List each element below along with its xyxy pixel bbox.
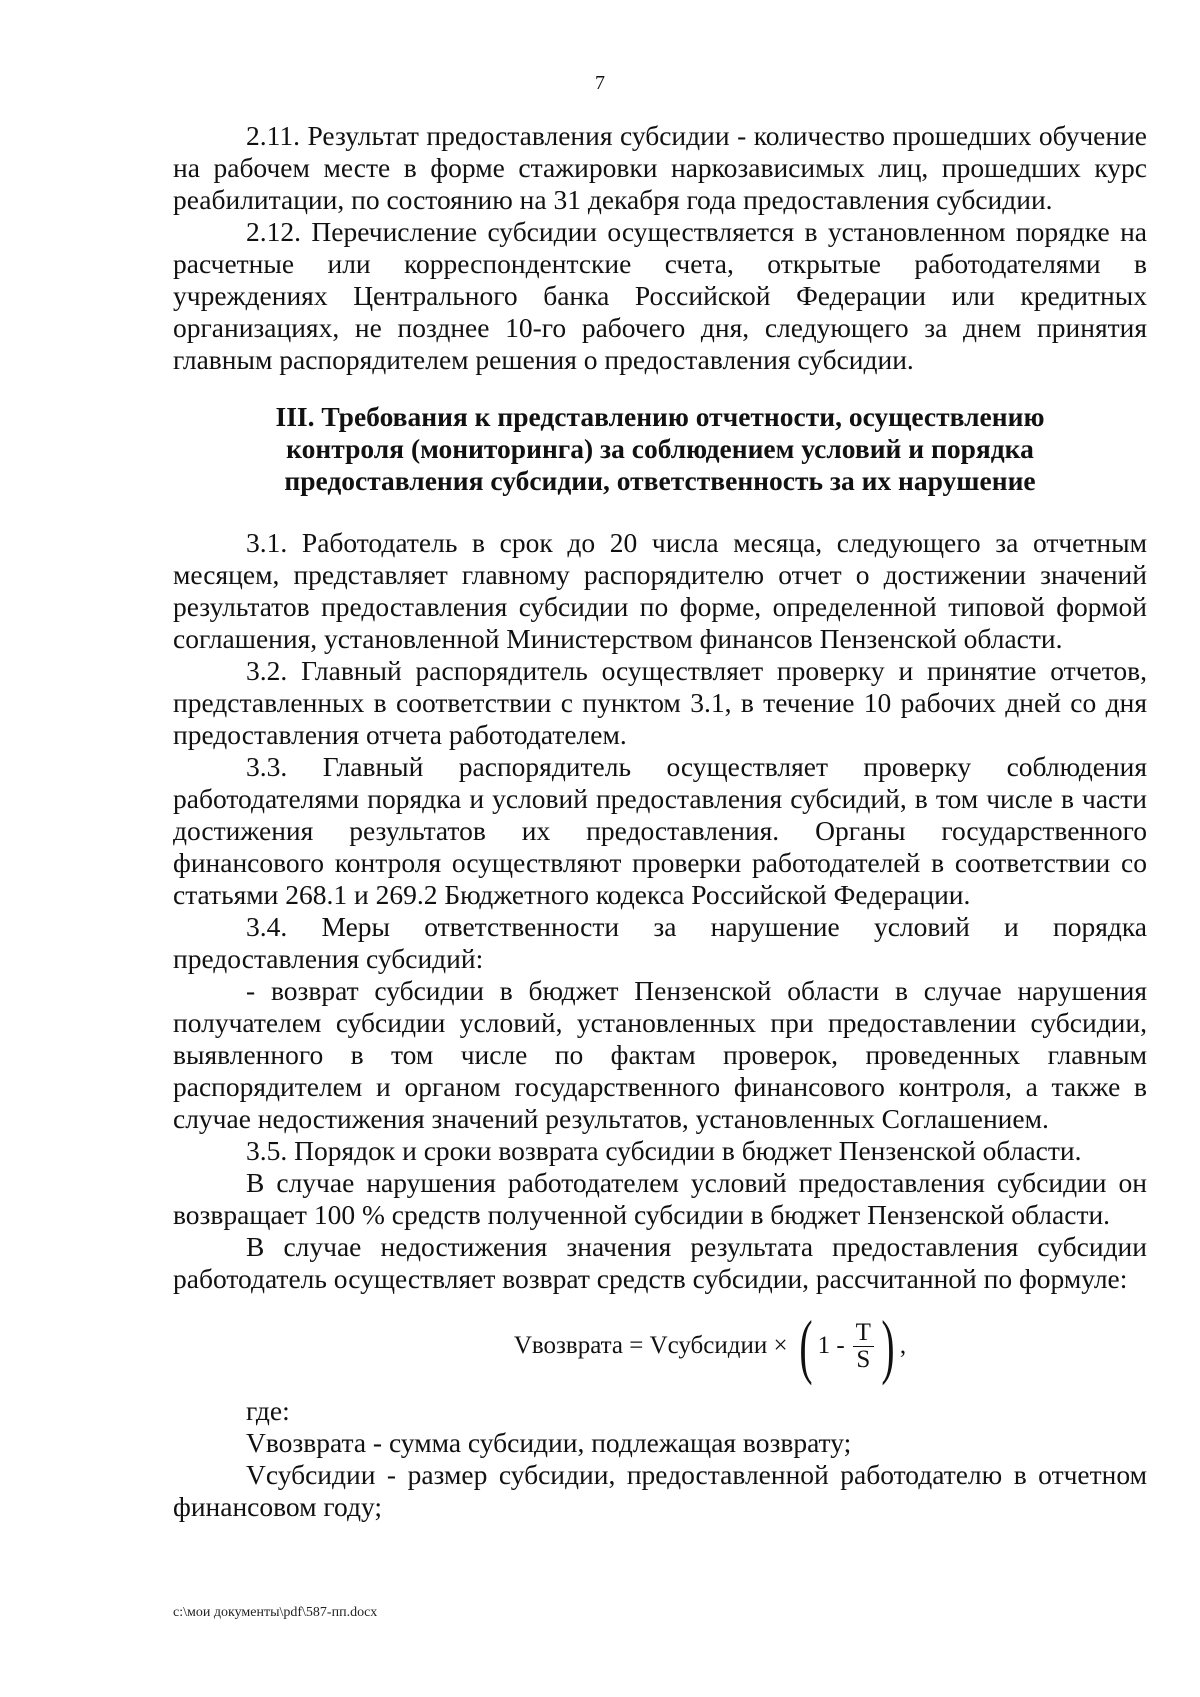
paragraph-where: где: — [246, 1395, 290, 1426]
page-number: 7 — [595, 72, 605, 94]
paragraph-v-subsidy: Vсубсидии - размер субсидии, предоставленной работодателю в отчетном финансовом году; — [173, 1459, 1147, 1522]
paragraph-formula-intro: В случае недостижения значения результата предоставления субсидии работодатель осуществляет возврат средств субсидии, рассчитанной по формуле: — [173, 1231, 1147, 1294]
document-body — [173, 120, 1147, 1523]
formula-denominator: S — [856, 1345, 871, 1373]
paragraph-violation: В случае нарушения работодателем условий предоставления субсидии он возвращает 100 % средств полученной субсидии в бюджет Пензенской области. — [173, 1167, 1147, 1230]
formula-fraction — [853, 1320, 874, 1373]
paragraph-2-11: 2.11. Результат предоставления субсидии - количество прошедших обучение на рабочем месте в форме стажировки наркозависимых лиц, прошедших курс реабилитации, по состоянию на 31 декабря года предоставления субсидии. — [173, 120, 1147, 215]
heading-line: III. Требования к представлению отчетности, осуществлению — [275, 401, 1045, 432]
heading-line: контроля (мониторинга) за соблюдением условий и порядка — [286, 433, 1034, 464]
paragraph-v-refund: Vвозврата - сумма субсидии, подлежащая возврату; — [246, 1427, 852, 1458]
formula-one-minus: 1 - — [817, 1332, 845, 1359]
paragraph-3-4: 3.4. Меры ответственности за нарушение условий и порядка предоставления субсидий: — [173, 911, 1147, 974]
paragraph-2-12: 2.12. Перечисление субсидии осуществляется в установленном порядке на расчетные или корреспондентские счета, открытые работодателями в учреждениях Центрального банка Российской Федерации или кредитных организациях, не позднее 10-го рабочего дня, следующего за днем принятия главным распорядителем решения о предоставления субсидии. — [173, 216, 1147, 375]
formula-lhs: Vвозврата = Vсубсидии × — [513, 1332, 788, 1359]
paragraph-3-1: 3.1. Работодатель в срок до 20 числа месяца, следующего за отчетным месяцем, представляет главному распорядителю отчет о достижении значений результатов предоставления субсидии по форме, определенной типовой формой соглашения, установленной Министерством финансов Пензенской области. — [173, 527, 1147, 654]
formula-close-paren: ) — [881, 1306, 895, 1386]
paragraph-3-4-item: - возврат субсидии в бюджет Пензенской области в случае нарушения получателем субсидии условий, установленных при предоставлении субсидии, выявленного в том числе по фактам проверок, проведенных главным распорядителем и органом государственного финансового контроля, а также в случае недостижения значений результатов, установленных Соглашением. — [173, 975, 1147, 1134]
refund-formula — [173, 1303, 1147, 1389]
paragraph-3-5: 3.5. Порядок и сроки возврата субсидии в бюджет Пензенской области. — [246, 1135, 1082, 1166]
section-heading — [173, 401, 1147, 497]
paragraph-3-3: 3.3. Главный распорядитель осуществляет проверку соблюдения работодателями порядка и условий предоставления субсидий, в том числе в части достижения результатов их предоставления. Органы государственного финансового контроля осуществляют проверки работодателей в соответствии со статьями 268.1 и 269.2 Бюджетного кодекса Российской Федерации. — [173, 751, 1147, 910]
footer-file-path: c:\мои документы\pdf\587-пп.docx — [173, 1605, 378, 1620]
paragraph-3-2: 3.2. Главный распорядитель осуществляет проверку и принятие отчетов, представленных в соответствии с пунктом 3.1, в течение 10 рабочих дней со дня предоставления отчета работодателем. — [173, 655, 1147, 750]
formula-numerator: T — [853, 1320, 874, 1347]
formula-open-paren: ( — [798, 1306, 813, 1386]
heading-line: предоставления субсидии, ответственность за их нарушение — [284, 465, 1036, 496]
formula-trail: , — [899, 1332, 907, 1359]
